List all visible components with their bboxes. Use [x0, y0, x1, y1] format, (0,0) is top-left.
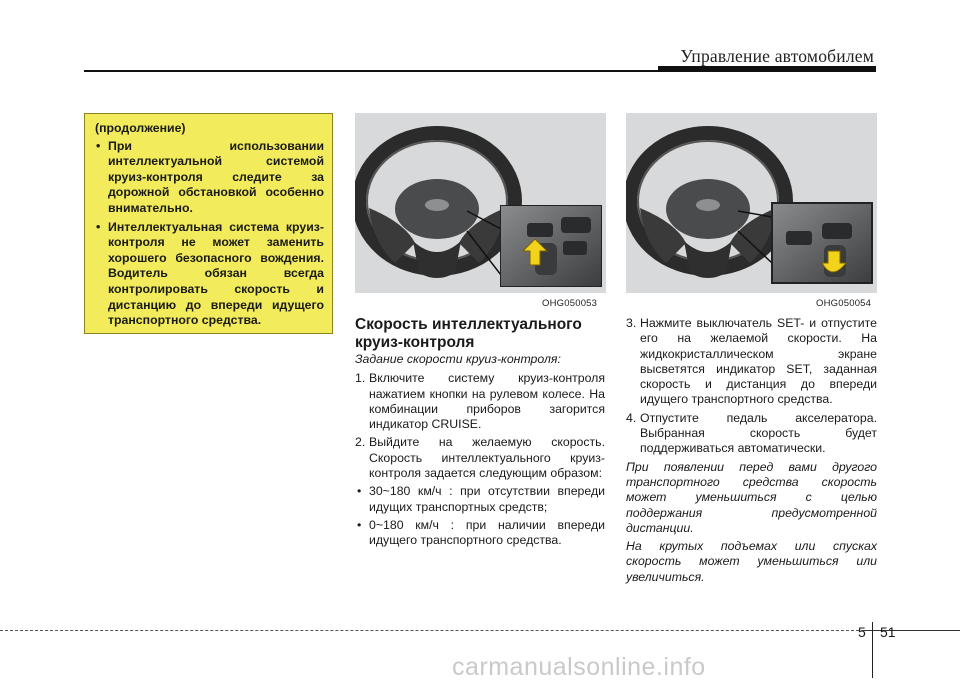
step-number: 2.: [355, 435, 366, 450]
speed-range-item: • 0~180 км/ч : при наличии впереди идущего транспортного средства.: [355, 518, 605, 549]
step-number: 3.: [626, 316, 637, 330]
warning-list: [95, 139, 324, 329]
step-text: Нажмите выключатель SET- и отпустите его на желаемой скорости. На жидкокристаллическом экране высветятся индикатор SET, заданная скорость и дистанция до впереди идущего транспортного средства.: [640, 316, 877, 407]
warning-item: • Интеллектуальная система круиз-контроля не может заменить хорошего безопасного вождения. Водитель обязан всегда контролировать скорость и дистанцию до впереди идущего транспортного средства.: [95, 220, 324, 329]
section-subtitle: Задание скорости круиз-контроля:: [355, 352, 561, 366]
step-text: Отпустите педаль акселератора. Выбранная скорость будет поддерживаться автоматически.: [640, 410, 877, 456]
figure-steering-wheel-set-release: [626, 113, 877, 293]
step-text: Включите систему круиз-контроля нажатием кнопки на рулевом колесе. На комбинации приборов загорится индикатор CRUISE.: [369, 371, 605, 432]
warning-continued: (продолжение): [95, 121, 186, 135]
figure-code: OHG050053: [542, 298, 598, 309]
note: При появлении перед вами другого транспортного средства скорость может уменьшиться с целью поддержания предусмотренной дистанции.: [626, 459, 877, 535]
chapter-title: Управление автомобилем: [680, 46, 874, 66]
watermark: carmanualsonline.info: [452, 653, 706, 681]
column-middle: [355, 352, 605, 552]
figure-code: OHG050054: [816, 298, 872, 309]
header-rule: [84, 70, 876, 72]
footer-rule: [0, 630, 864, 631]
step-1: [355, 371, 605, 432]
page-number: 51: [880, 624, 896, 640]
warning-item: • При использовании интеллектуальной системой круиз-контроля следите за дорожной обстановкой особенно внимательно.: [95, 139, 324, 217]
step-3: [626, 316, 877, 408]
step-number: 4.: [626, 410, 637, 425]
step-4: [626, 411, 877, 457]
step-number: 1.: [355, 371, 366, 386]
step-2: [355, 435, 605, 481]
speed-range-item: • 30~180 км/ч : при отсутствии впереди идущих транспортных средств;: [355, 484, 605, 515]
figure-steering-wheel-set: [355, 113, 606, 293]
column-right: [626, 316, 877, 588]
chapter-number: 5: [858, 624, 866, 640]
page-number-separator: [872, 622, 873, 678]
step-text: Выйдите на желаемую скорость. Скорость интеллектуального круиз-контроля задается следующим образом:: [369, 435, 605, 481]
section-title: Скорость интеллектуального круиз-контроля: [355, 316, 582, 351]
footer-rule-solid: [864, 630, 960, 631]
note: На крутых подъемах или спусках скорость может уменьшиться или увеличиться.: [626, 539, 877, 584]
warning-box: [84, 113, 333, 334]
